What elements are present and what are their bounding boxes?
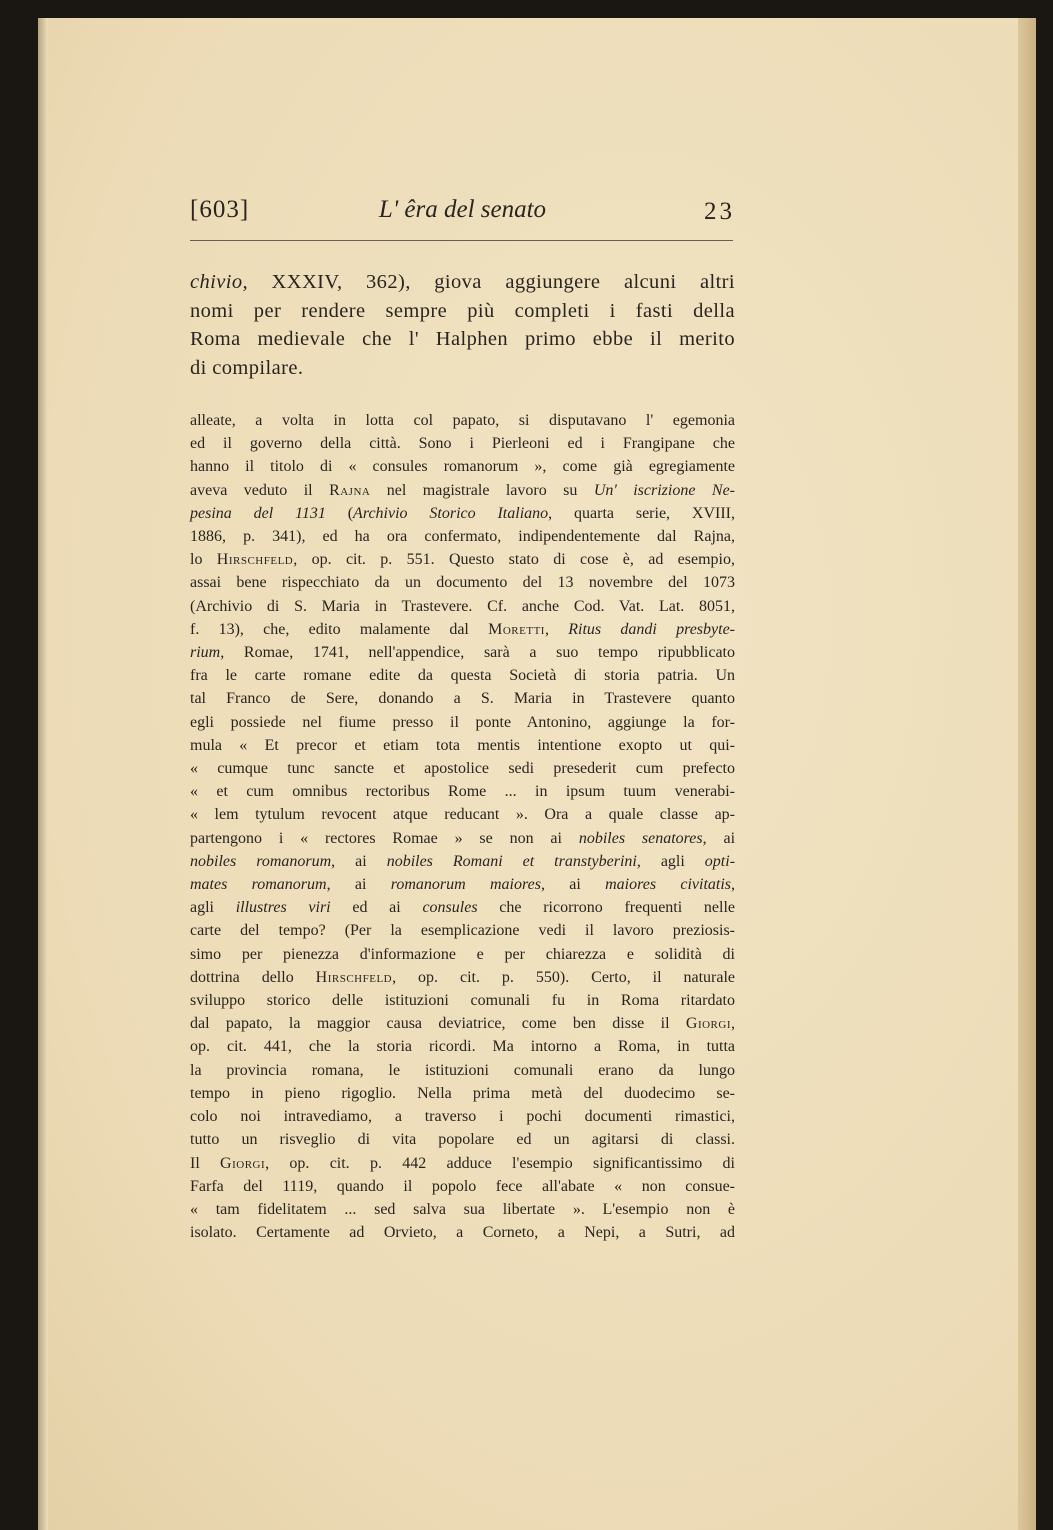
text-line [190, 432, 735, 455]
text-segment: f. 13), che, edito malamente dal [190, 620, 489, 638]
text-segment: nomi per rendere sempre più completi i fasti della [190, 299, 735, 322]
text-segment: sviluppo storico delle istituzioni comunali fu in Roma ritardato [190, 992, 735, 1010]
text-segment: Roma medievale che l' Halphen primo ebbe il merito [190, 328, 735, 350]
small-caps-name: Giorgi [685, 1015, 731, 1033]
text-segment: Farfa del 1119, quando il popolo fece all'abate « non consue- [190, 1177, 735, 1195]
italic-text: opti- [704, 852, 736, 870]
text-line [190, 827, 735, 850]
text-segment: « cumque tunc sancte et apostolice sedi presederit cum prefecto [190, 760, 735, 778]
italic-text: Archivio Storico Italiano [353, 504, 549, 522]
italic-text: maiores civitatis [605, 876, 732, 894]
text-line [190, 325, 735, 354]
italic-text: Un' iscrizione Ne- [593, 481, 735, 499]
text-line [190, 455, 735, 478]
text-segment: Il [190, 1154, 221, 1172]
text-segment: , [731, 1015, 735, 1033]
text-segment: , ai [540, 876, 606, 894]
small-caps-name: Hirschfeld [315, 968, 393, 986]
italic-text: mates romanorum [190, 876, 327, 894]
text-line [190, 757, 735, 780]
text-segment: ed il governo della città. Sono i Pierleoni ed i Frangipane che [190, 435, 735, 453]
text-segment: ed ai [330, 899, 423, 917]
text-segment: , op. cit. p. 551. Questo stato di cose è, ad esempio, [293, 551, 735, 569]
text-line [190, 1059, 735, 1082]
italic-text: nobiles romanorum [190, 852, 332, 870]
text-line [190, 1175, 735, 1198]
text-segment: , ai [702, 829, 736, 847]
text-line [190, 354, 735, 383]
text-segment: la provincia romana, le istituzioni comunali erano da lungo [190, 1061, 735, 1079]
text-segment: , quarta serie, XVIII, [548, 504, 736, 522]
main-text [190, 268, 735, 382]
text-segment: tutto un risveglio di vita popolare ed un agitarsi di classi. [190, 1131, 735, 1149]
text-segment: , ai [331, 852, 387, 870]
italic-text: romanorum maiores [390, 876, 541, 894]
text-line [190, 664, 735, 687]
text-line [190, 641, 735, 664]
text-segment: , Romae, 1741, nell'appendice, sarà a suo tempo ripubblicato [220, 644, 735, 662]
text-segment: XXXIV, 362), giova aggiungere alcuni altri [248, 271, 735, 293]
text-segment: « et cum omnibus rectoribus Rome ... in ipsum tuum venerabi- [190, 783, 735, 801]
text-line [190, 1128, 735, 1151]
text-segment: (Archivio di S. Maria in Trastevere. Cf. anche Cod. Vat. Lat. 8051, [190, 597, 735, 615]
text-segment: fra le carte romane edite da questa Società di storia patria. Un [190, 667, 735, 685]
text-segment: carte del tempo? (Per la esemplicazione vedi il lavoro preziosis- [190, 922, 735, 940]
text-segment: isolato. Certamente ad Orvieto, a Corneto, a Nepi, a Sutri, ad [190, 1224, 735, 1242]
text-segment: nel magistrale lavoro su [370, 481, 594, 499]
italic-text: nobiles senatores [578, 829, 703, 847]
text-line [190, 687, 735, 710]
small-caps-name: Hirschfeld [216, 551, 294, 569]
text-segment: 1886, p. 341), ed ha ora confermato, indipendentemente dal Rajna, [190, 528, 735, 546]
text-line [190, 711, 735, 734]
text-segment: , agli [636, 852, 705, 870]
text-segment: , [731, 876, 736, 894]
text-line [190, 803, 735, 826]
text-segment: di compilare. [190, 356, 304, 379]
running-header [190, 196, 735, 228]
running-title: L' êra del senato [378, 196, 547, 223]
italic-text: illustres viri [235, 899, 331, 917]
text-line [190, 595, 735, 618]
text-segment: simo per pienezza d'informazione e per chiarezza e solidità di [190, 945, 735, 963]
text-segment: egli possiede nel fiume presso il ponte Antonino, aggiunge la for- [190, 713, 735, 731]
text-segment: assai bene rispecchiato da un documento del 13 novembre del 1073 [190, 574, 735, 592]
italic-text: rium [190, 644, 221, 662]
text-line [190, 268, 735, 297]
header-rule [190, 240, 733, 241]
small-caps-name: Giorgi [220, 1154, 266, 1172]
text-segment: tempo in pieno rigoglio. Nella prima metà del duodecimo se- [190, 1084, 735, 1102]
text-segment: op. cit. 441, che la storia ricordi. Ma intorno a Roma, in tutta [190, 1038, 735, 1056]
text-segment: aveva veduto il [190, 481, 330, 499]
text-line [190, 896, 735, 919]
text-line [190, 1082, 735, 1105]
text-segment: , op. cit. p. 442 adduce l'esempio significantissimo di [265, 1154, 735, 1172]
text-line [190, 1221, 735, 1244]
text-line [190, 989, 735, 1012]
page-edge [1018, 18, 1036, 1530]
text-line [190, 409, 735, 432]
text-segment: ( [325, 504, 354, 522]
text-line [190, 919, 735, 942]
text-segment: agli [190, 899, 236, 917]
italic-text: pesina del 1131 [190, 504, 326, 522]
page-gutter-shadow [38, 18, 48, 1530]
text-segment: che ricorrono frequenti nelle [477, 899, 735, 917]
text-line [190, 571, 735, 594]
text-line [190, 1012, 735, 1035]
footnote-text [190, 409, 735, 1244]
text-segment: dottrina dello [190, 968, 316, 986]
italic-text: chivio, [190, 271, 249, 293]
text-segment: dal papato, la maggior causa deviatrice, come ben disse il [190, 1015, 686, 1033]
text-segment: partengono i « rectores Romae » se non ai [190, 829, 579, 847]
text-segment: , [544, 620, 569, 638]
italic-text: Ritus dandi presbyte- [568, 620, 736, 638]
text-line [190, 525, 735, 548]
text-segment: colo noi intravediamo, a traverso i pochi documenti rimastici, [190, 1108, 735, 1126]
text-line [190, 1035, 735, 1058]
text-segment: alleate, a volta in lotta col papato, si disputavano l' egemonia [190, 412, 735, 429]
text-line [190, 502, 735, 525]
page-number: 23 [704, 198, 735, 225]
italic-text: consules [422, 899, 478, 917]
text-segment: « lem tytulum revocent atque reducant ». Ora a quale classe ap- [190, 806, 735, 824]
text-segment: mula « Et precor et etiam tota mentis intentione exopto ut qui- [190, 736, 735, 754]
text-line [190, 548, 735, 571]
italic-text: nobiles Romani et transtyberini [386, 852, 637, 870]
text-segment: hanno il titolo di « consules romanorum », come già egregiamente [190, 458, 735, 476]
text-line [190, 966, 735, 989]
text-line [190, 618, 735, 641]
text-line [190, 780, 735, 803]
small-caps-name: Rajna [329, 481, 371, 499]
text-line [190, 943, 735, 966]
text-segment: , ai [326, 876, 391, 894]
text-line [190, 734, 735, 757]
text-line [190, 850, 735, 873]
text-line [190, 1198, 735, 1221]
text-segment: tal Franco de Sere, donando a S. Maria in Trastevere quanto [190, 690, 735, 708]
text-line [190, 297, 735, 326]
small-caps-name: Moretti [488, 620, 545, 638]
text-segment: « tam fidelitatem ... sed salva sua libertate ». L'esempio non è [190, 1200, 735, 1218]
text-line [190, 873, 735, 896]
text-line [190, 1105, 735, 1128]
text-segment: , op. cit. p. 550). Certo, il naturale [392, 968, 736, 986]
text-line [190, 479, 735, 502]
text-line [190, 1152, 735, 1175]
text-segment: lo [190, 551, 217, 569]
page-bracket-number: [603] [190, 196, 250, 223]
